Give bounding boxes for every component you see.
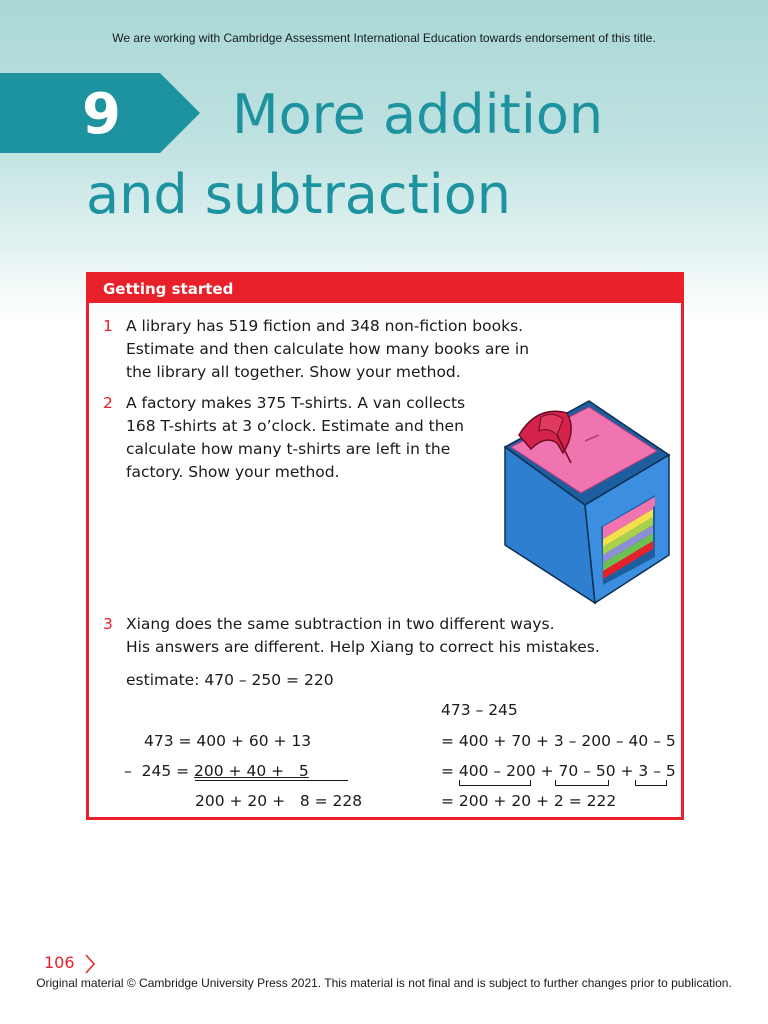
grouping-bracket: [555, 780, 609, 786]
question-1-line: A library has 519 fiction and 348 non-fiction books.: [126, 317, 524, 335]
chapter-title-line-1: More addition: [232, 83, 604, 146]
right-method-line-3: = 200 + 20 + 2 = 222: [441, 792, 617, 810]
question-3-number: 3: [103, 615, 113, 633]
left-method-line-2-rest: 200 + 40 + 5: [194, 762, 309, 780]
question-2-line: A factory makes 375 T-shirts. A van collects: [126, 394, 466, 412]
endorsement-notice: We are working with Cambridge Assessment International Education towards endorsement of this title.: [112, 31, 656, 45]
question-3-line: Xiang does the same subtraction in two different ways.: [126, 615, 555, 633]
left-method-line-3: 200 + 20 + 8 = 228: [195, 792, 363, 810]
question-2-line: calculate how many t-shirts are left in the: [126, 440, 451, 458]
left-method-line-2: [124, 761, 309, 781]
left-method-line-2-prefix: – 245 =: [124, 762, 195, 780]
chapter-title-line-2: and subtraction: [86, 163, 511, 226]
question-2-line: 168 T-shirts at 3 o’clock. Estimate and then: [126, 417, 464, 435]
right-method-line-2: = 400 – 200 + 70 – 50 + 3 – 5: [441, 762, 676, 780]
question-1-line: the library all together. Show your method.: [126, 363, 461, 381]
question-2-number: 2: [103, 394, 113, 412]
question-1-line: Estimate and then calculate how many books are in: [126, 340, 530, 358]
right-method-line-1: = 400 + 70 + 3 – 200 – 40 – 5: [441, 732, 676, 750]
copyright-notice: Original material © Cambridge University Press 2021. This material is not final and is subject to further changes prior to publication.: [36, 976, 732, 990]
question-3-text: [126, 613, 600, 659]
getting-started-box: [86, 272, 684, 820]
question-2-line: factory. Show your method.: [126, 463, 340, 481]
question-1-text: [126, 315, 529, 384]
tshirt-box-illustration: [497, 395, 677, 609]
grouping-bracket: [459, 780, 531, 786]
chevron-right-icon: [84, 953, 96, 975]
grouping-bracket: [635, 780, 667, 786]
question-3-line: His answers are different. Help Xiang to correct his mistakes.: [126, 638, 600, 656]
getting-started-heading: Getting started: [103, 280, 234, 298]
question-2-text: [126, 392, 465, 484]
page-number: 106: [44, 953, 75, 972]
left-method-line-1: 473 = 400 + 60 + 13: [144, 732, 312, 750]
getting-started-header: [89, 275, 681, 303]
question-1-number: 1: [103, 317, 113, 335]
chapter-number: 9: [82, 82, 121, 147]
estimate-line: estimate: 470 – 250 = 220: [126, 671, 334, 689]
right-method-line-0: 473 – 245: [441, 701, 518, 719]
left-method-sum-rule: [195, 780, 348, 781]
